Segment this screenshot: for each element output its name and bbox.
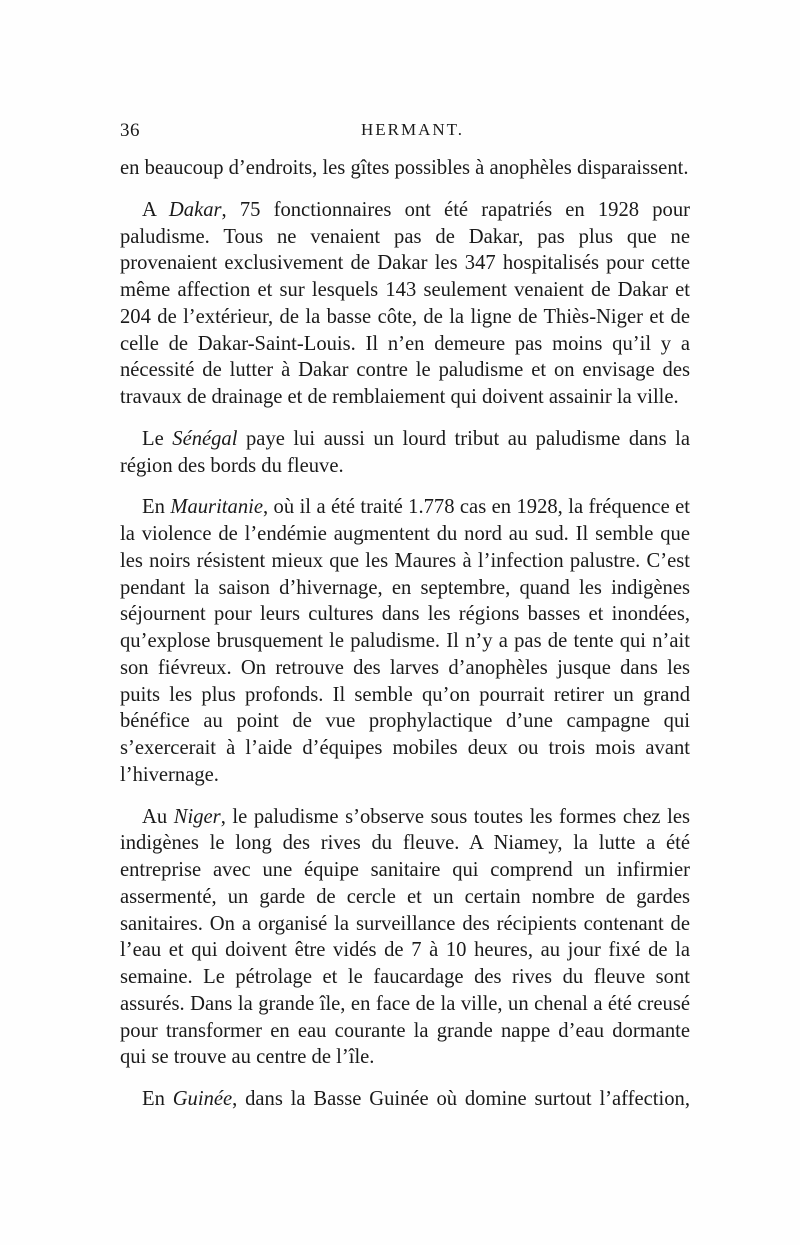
text-segment: , dans la Basse Guinée où domine surtout l’affection, [232,1088,690,1110]
running-head: HERMANT. [360,120,465,139]
paragraph-dakar [120,197,690,411]
body-text [120,155,690,1129]
page-number: 36 [120,120,140,141]
text-segment: , le paludisme s’observe sous toutes les formes chez les indigènes le long des rives du fleuve. A Niamey, la lutte a été entreprise avec une équipe sanitaire qui comprend un infirmier assermenté, un garde de cercle et un certain nombre de gardes sanitaires. On a organisé la surveillance des récipients contenant de l’eau et qui doivent être vidés de 7 à 10 heures, au jour fixé de la semaine. Le pétrolage et le faucardage des rives du fleuve sont assurés. Dans la grande île, en face de la ville, un chenal a été creusé pour transformer en eau courante la grande nappe d’eau dormante qui se trouve au centre de l’île. [120,805,690,1069]
text-segment: en beaucoup d’endroits, les gîtes possibles à anophèles disparaissent. [120,157,689,179]
paragraph [120,155,690,182]
paragraph-mauritanie [120,494,690,788]
text-segment: En [142,496,171,519]
text-segment: Au [142,805,174,828]
paragraph-niger [120,804,690,1072]
text-segment: Le [142,427,173,450]
page-header [120,120,685,146]
text-segment: paye lui aussi un lourd tribut au paludisme dans la région des bords du fleuve. [120,427,690,477]
place-name-niger: Niger [173,805,221,828]
text-segment: , où il a été traité 1.778 cas en 1928, la fréquence et la violence de l’endémie augmentent du nord au sud. Il semble que les noirs résistent mieux que les Maures à l’infection palustre. C’est pendant la saison d’hivernage, en septembre, quand les indigènes séjournent pour leurs cultures dans les régions basses et inondées, qu’explose brusquement le paludisme. Il n’y a pas de tente qui n’ait son fiévreux. On retrouve des larves d’anophèles jusque dans les puits les plus profonds. Il semble qu’on pourrait retirer un grand bénéfice au point de vue prophylactique d’une campagne qui s’exercerait à l’aide d’équipes mobiles deux ou trois mois avant l’hivernage. [120,496,690,786]
place-name-senegal: Sénégal [172,427,238,450]
paragraph-guinee [120,1086,690,1113]
place-name-dakar: Dakar [168,198,222,221]
place-name-mauritanie: Mauritanie [170,496,263,519]
paragraph-senegal [120,426,690,480]
place-name-guinee: Guinée [172,1088,233,1110]
text-segment: A [142,198,169,221]
text-segment: En [142,1088,173,1110]
text-segment: , 75 fonctionnaires ont été rapatriés en 1928 pour paludisme. Tous ne venaient pas de Dakar, pas plus que ne provenaient exclusivement de Dakar les 347 hospitalisés pour cette même affection et sur lesquels 143 seulement venaient de Dakar et 204 de l’extérieur, de la basse côte, de la ligne de Thiès-Niger et de celle de Dakar-Saint-Louis. Il n’en demeure pas moins qu’il y a nécessité de lutter à Dakar contre le paludisme et on envisage des travaux de drainage et de remblaiement qui doivent assainir la ville. [120,198,690,408]
